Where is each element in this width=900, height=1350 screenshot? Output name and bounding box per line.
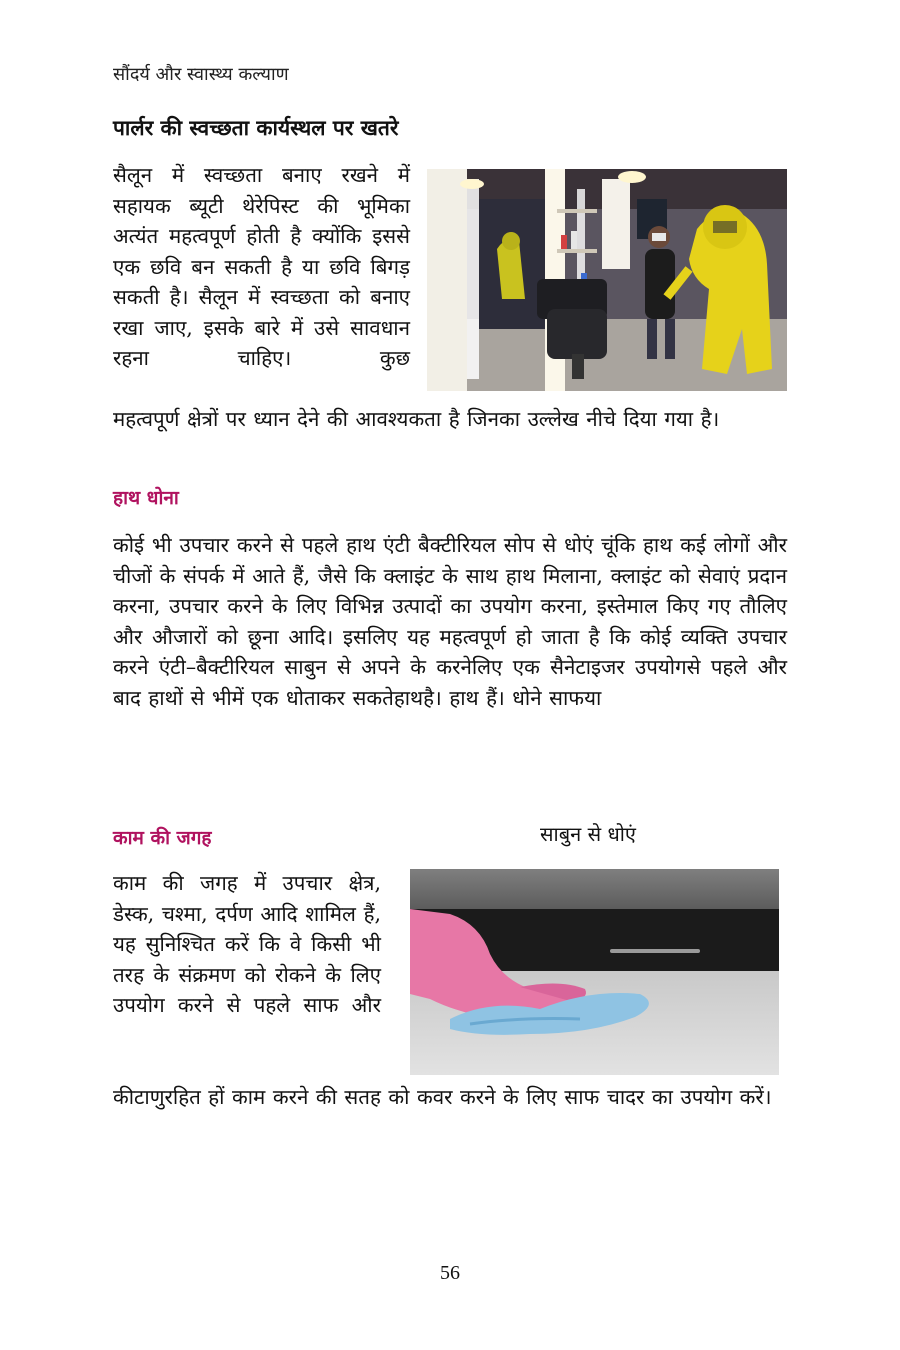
running-header: सौंदर्य और स्वास्थ्य कल्याण <box>113 64 289 85</box>
intro-paragraph-continued: महत्वपूर्ण क्षेत्रों पर ध्यान देने की आवश्यकता है जिनका उल्लेख नीचे दिया गया है। <box>113 407 720 431</box>
wash-with-soap-caption: साबुन से धोएं <box>540 822 636 846</box>
section-heading-workplace: काम की जगह <box>113 827 212 849</box>
surface-cleaning-illustration <box>410 869 779 1075</box>
surface-cleaning-photo <box>410 869 779 1075</box>
workplace-paragraph-wrapped: काम की जगह में उपचार क्षेत्र, डेस्क, चश्मा, दर्पण आदि शामिल हैं, यह सुनिश्चित करें कि वे किसी भी तरह के संक्रमण को रोकने के लिए उपयोग करने से पहले साफ और <box>113 871 381 1017</box>
salon-sanitization-photo <box>427 169 787 391</box>
workplace-paragraph-continued: कीटाणुरहित हों काम करने की सतह को कवर करने के लिए साफ चादर का उपयोग करें। <box>113 1085 772 1109</box>
section-heading-parlour-hygiene: पार्लर की स्वच्छता कार्यस्थल पर खतरे <box>113 116 399 140</box>
page-number: 56 <box>440 1262 460 1284</box>
hand-washing-paragraph: कोई भी उपचार करने से पहले हाथ एंटी बैक्टीरियल सोप से धोएं चूंकि हाथ कई लोगों और चीजों के संपर्क में आते हैं, जैसे कि क्लाइंट के साथ हाथ मिलाना, क्लाइंट को सेवाएं प्रदान करना, उपचार करने के लिए विभिन्न उत्पादों का उपयोग करना, इस्तेमाल किए गए तौलिए और औजारों को छूना आदि। इसलिए यह महत्वपूर्ण हो जाता है कि कोई व्यक्ति उपचार करने एंटी–बैक्टीरियल साबुन से अपने के करनेलिए एक सैनेटाइजर उपयोगसे पहले और बाद हाथों से भीमें एक धोताकर सकतेहाथहै। हाथ हैं। धोने साफया <box>113 533 787 710</box>
intro-paragraph-wrapped: सैलून में स्वच्छता बनाए रखने में सहायक ब्यूटी थेरेपिस्ट की भूमिका अत्यंत महत्वपूर्ण होती है क्योंकि इससे एक छवि बन सकती है या छवि बिगड़ सकती है। सैलून में स्वच्छता को बनाए रखा जाए, इसके बारे में उसे सावधान रहना चाहिए। कुछ <box>113 163 410 370</box>
section-heading-hand-washing: हाथ धोना <box>113 487 179 509</box>
salon-sanitization-illustration <box>427 169 787 391</box>
